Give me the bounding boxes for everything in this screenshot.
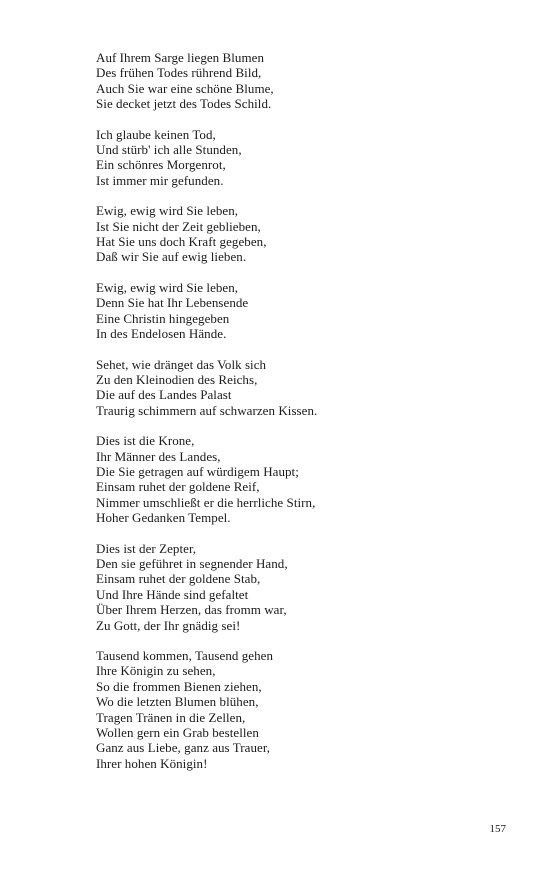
stanza [96, 127, 516, 189]
stanza [96, 203, 516, 265]
poem-line: Und stürb' ich alle Stunden, [96, 142, 242, 158]
poem-line: In des Endelosen Hände. [96, 326, 227, 342]
poem-line: Ihrer hohen Königin! [96, 755, 208, 771]
poem-line: Den sie geführet in segnender Hand, [96, 555, 288, 571]
poem-line: Die auf des Landes Palast [96, 387, 232, 403]
poem-line: Auch Sie war eine schöne Blume, [96, 80, 274, 96]
poem-line: Wollen gern ein Grab bestellen [96, 725, 259, 741]
poem-line: Dies ist der Zepter, [96, 540, 197, 556]
poem-line: Hoher Gedanken Tempel. [96, 510, 231, 526]
poem-line: Sehet, wie dränget das Volk sich [96, 356, 267, 372]
poem-line: Eine Christin hingegeben [96, 310, 230, 326]
poem-line: Daß wir Sie auf ewig lieben. [96, 249, 247, 265]
poem-line: Zu den Kleinodien des Reichs, [96, 371, 258, 387]
poem-line: Hat Sie uns doch Kraft gegeben, [96, 234, 267, 250]
poem-line: Des frühen Todes rührend Bild, [96, 65, 262, 81]
poem-line: Sie decket jetzt des Todes Schild. [96, 96, 272, 112]
poem-line: Tragen Tränen in die Zellen, [96, 709, 246, 725]
poem-line: Die Sie getragen auf würdigem Haupt; [96, 463, 299, 479]
poem-line: Ich glaube keinen Tod, [96, 126, 216, 142]
poem [96, 50, 516, 786]
page-number: 157 [489, 823, 506, 835]
poem-line: Ist Sie nicht der Zeit geblieben, [96, 218, 261, 234]
stanza [96, 648, 516, 771]
poem-line: Denn Sie hat Ihr Lebensende [96, 295, 249, 311]
stanza [96, 357, 516, 419]
poem-line: Nimmer umschließt er die herrliche Stirn, [96, 494, 316, 510]
poem-line: Ewig, ewig wird Sie leben, [96, 279, 239, 295]
poem-line: Ganz aus Liebe, ganz aus Trauer, [96, 740, 270, 756]
poem-line: Zu Gott, der Ihr gnädig sei! [96, 617, 241, 633]
stanza [96, 541, 516, 633]
poem-line: So die frommen Bienen ziehen, [96, 678, 262, 694]
poem-line: Einsam ruhet der goldene Reif, [96, 479, 260, 495]
poem-line: Ewig, ewig wird Sie leben, [96, 203, 239, 219]
poem-line: Über Ihrem Herzen, das fromm war, [96, 602, 287, 618]
poem-line: Traurig schimmern auf schwarzen Kissen. [96, 402, 318, 418]
poem-line: Ihre Königin zu sehen, [96, 663, 216, 679]
poem-line: Und Ihre Hände sind gefaltet [96, 586, 249, 602]
poem-line: Wo die letzten Blumen blühen, [96, 694, 259, 710]
poem-line: Ihr Männer des Landes, [96, 448, 221, 464]
poem-line: Einsam ruhet der goldene Stab, [96, 571, 261, 587]
stanza [96, 433, 516, 525]
poem-line: Ein schönres Morgenrot, [96, 157, 226, 173]
poem-line: Dies ist die Krone, [96, 433, 195, 449]
stanza [96, 50, 516, 112]
stanza [96, 280, 516, 342]
poem-line: Tausend kommen, Tausend gehen [96, 648, 274, 663]
poem-line: Ist immer mir gefunden. [96, 172, 224, 188]
poem-line: Auf Ihrem Sarge liegen Blumen [96, 50, 264, 65]
